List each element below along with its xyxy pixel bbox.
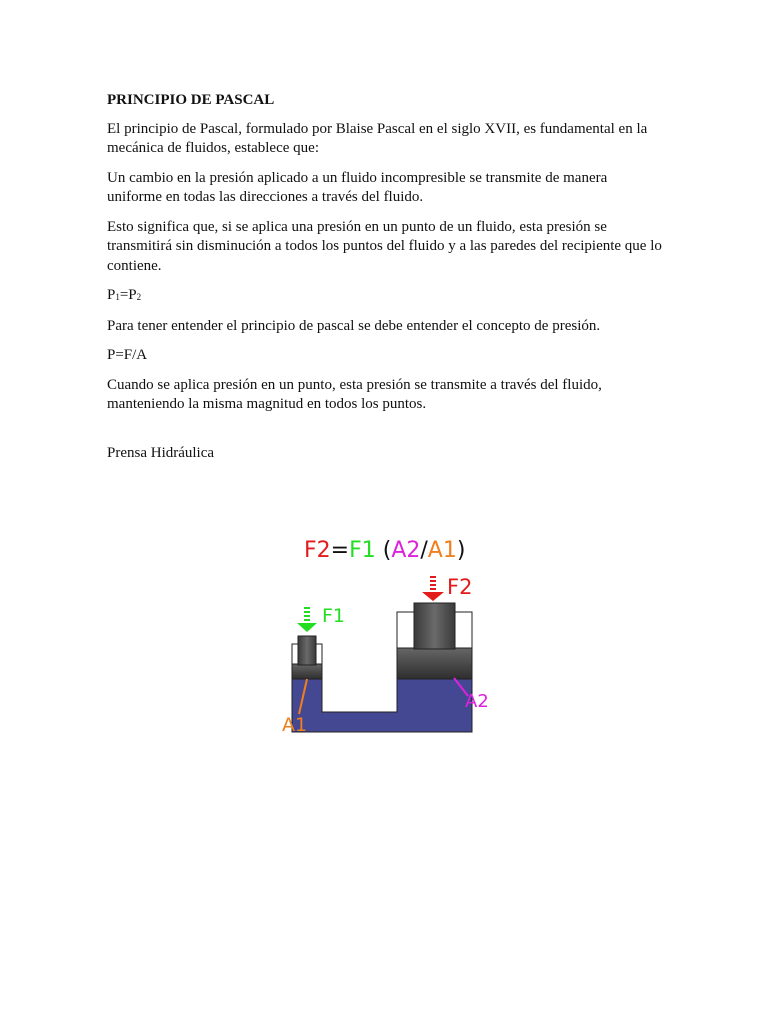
hydraulic-press-figure [270, 528, 510, 743]
blank-line [107, 425, 662, 445]
section-heading: Prensa Hidráulica [107, 445, 215, 461]
small-piston-head [292, 664, 322, 679]
equation-pressure: P=F/A [107, 347, 148, 363]
small-piston-rod [298, 636, 316, 665]
formula-a2: A2 [391, 538, 421, 563]
f1-arrow-icon [297, 607, 317, 632]
eq-p1: P [107, 287, 116, 303]
f2-arrow-icon [422, 576, 444, 601]
fluid-body [292, 676, 472, 732]
label-a1: A1 [282, 714, 308, 736]
paragraph-principle: Un cambio en la presión aplicado a un fluido incompresible se transmite de manera uniforme en todas las direcciones a través del fluido. [107, 169, 608, 205]
formula-a1: A1 [427, 538, 457, 563]
large-piston-rod [414, 603, 455, 649]
large-piston-head [397, 648, 472, 679]
hydraulic-press-diagram [270, 528, 510, 743]
paragraph-intro: El principio de Pascal, formulado por Blaise Pascal en el siglo XVII, es fundamental en la mecánica de fluidos, establece que: [107, 120, 648, 156]
equation-p1-p2 [107, 286, 662, 307]
paragraph-transmission: Cuando se aplica presión en un punto, esta presión se transmite a través del fluido, manteniendo la misma magnitud en todos los puntos. [107, 376, 602, 412]
eq-sub2: 2 [136, 292, 142, 302]
formula [304, 538, 465, 563]
formula-f2: F2 [304, 538, 331, 563]
paragraph-pressure: Para tener entender el principio de pascal se debe entender el concepto de presión. [107, 317, 601, 334]
eq-sub1: 1 [115, 292, 120, 302]
formula-slash: / [420, 538, 428, 563]
paragraph-meaning: Esto significa que, si se aplica una presión en un punto de un fluido, esta presión se transmitirá sin disminución a todos los puntos del fluido y a las paredes del recipiente que lo contiene. [107, 218, 662, 274]
label-f2: F2 [447, 575, 473, 599]
page-title: PRINCIPIO DE PASCAL [107, 92, 275, 108]
formula-f1: F1 [349, 538, 376, 563]
formula-close: ) [456, 538, 466, 563]
label-f1: F1 [322, 605, 346, 627]
formula-eq: = [330, 538, 350, 563]
document-body [107, 91, 662, 474]
eq-p2: =P [119, 287, 137, 303]
label-a2: A2 [465, 691, 489, 712]
formula-open: ( [375, 538, 392, 563]
